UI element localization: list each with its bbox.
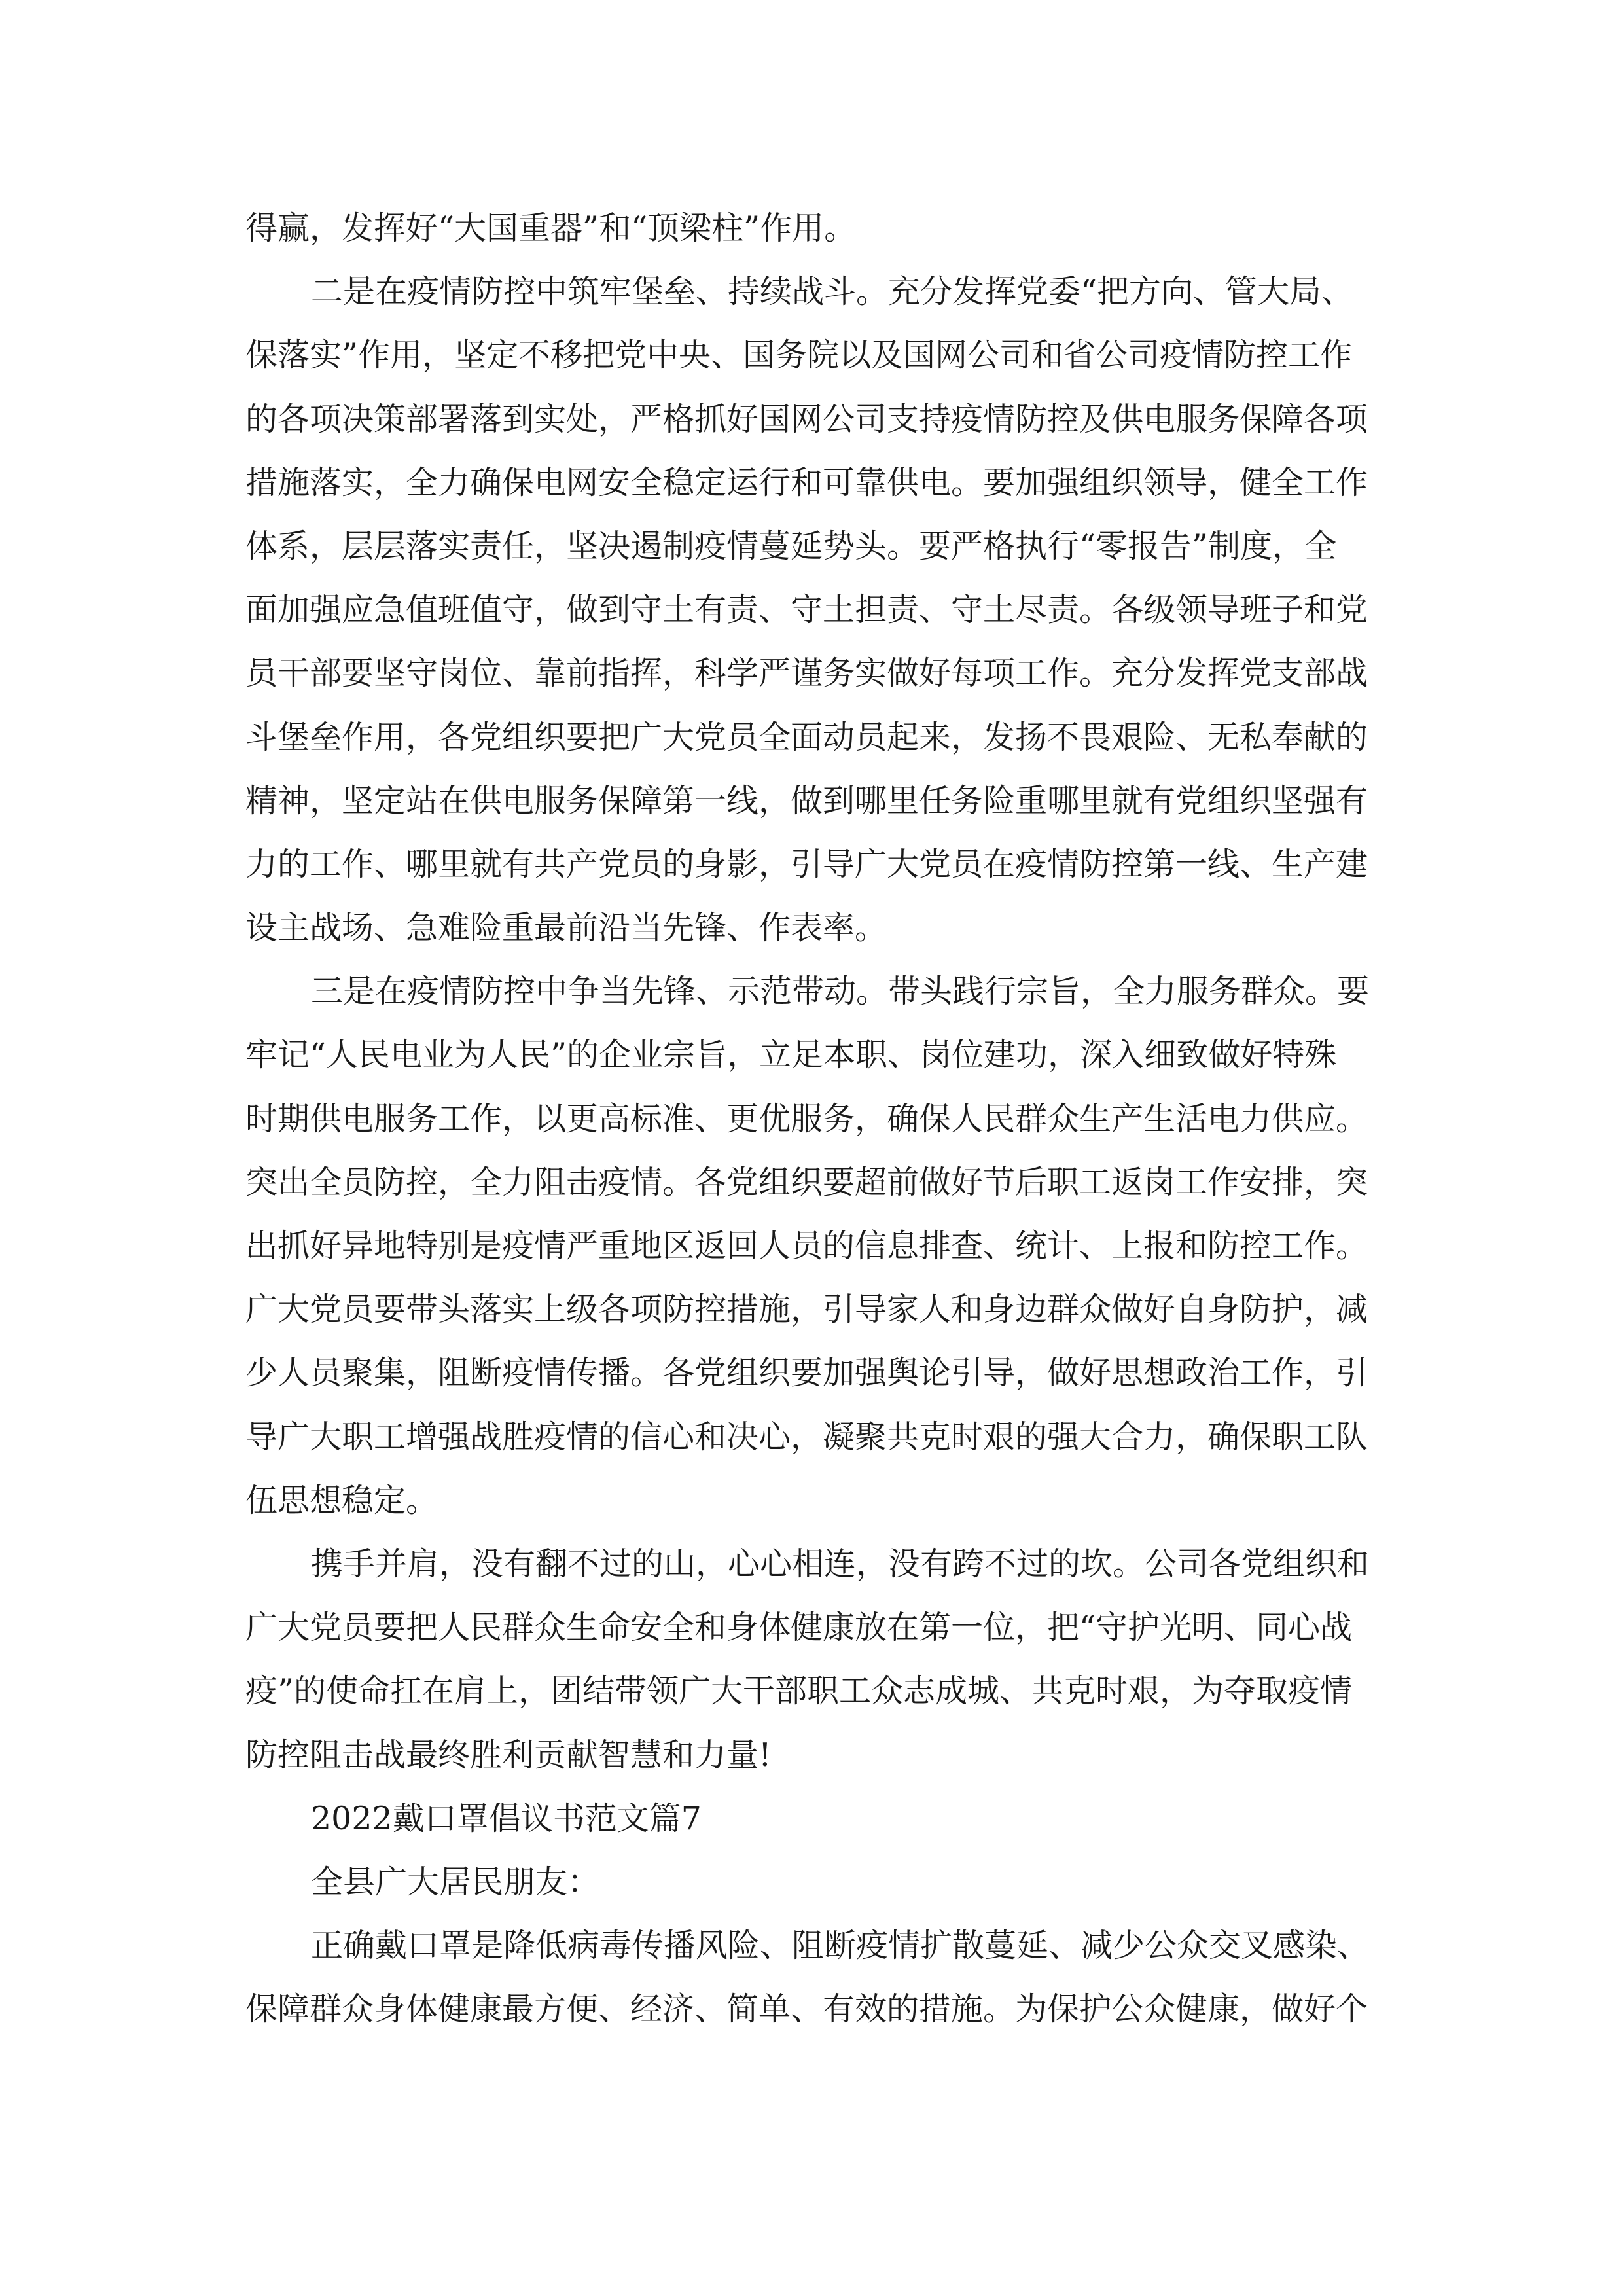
text-line: 二是在疫情防控中筑牢堡垒、持续战斗。充分发挥党委“把方向、管大局、 (311, 273, 1354, 311)
text-line: 突出全员防控，全力阻击疫情。各党组织要超前做好节后职工返岗工作安排，突 (245, 1163, 1368, 1201)
text-line: 携手并肩，没有翻不过的山，心心相连，没有跨不过的坎。公司各党组织和 (311, 1545, 1370, 1583)
text-line: 体系，层层落实责任，坚决遏制疫情蔓延势头。要严格执行“零报告”制度，全 (245, 527, 1337, 565)
text-line: 面加强应急值班值守，做到守土有责、守土担责、守土尽责。各级领导班子和党 (245, 591, 1368, 629)
text-line: 牢记“人民电业为人民”的企业宗旨，立足本职、岗位建功，深入细致做好特殊 (245, 1036, 1337, 1074)
text-line: 正确戴口罩是降低病毒传播风险、阻断疫情扩散蔓延、减少公众交叉感染、 (311, 1927, 1370, 1965)
text-line: 斗堡垒作用，各党组织要把广大党员全面动员起来，发扬不畏艰险、无私奉献的 (245, 718, 1368, 756)
text-line: 精神，坚定站在供电服务保障第一线，做到哪里任务险重哪里就有党组织坚强有 (245, 781, 1368, 819)
text-line: 出抓好异地特别是疫情严重地区返回人员的信息排查、统计、上报和防控工作。 (245, 1227, 1368, 1265)
text-line: 广大党员要带头落实上级各项防控措施，引导家人和身边群众做好自身防护，减 (245, 1291, 1368, 1329)
text-line: 的各项决策部署落到实处，严格抓好国网公司支持疫情防控及供电服务保障各项 (245, 400, 1368, 438)
text-line: 措施落实，全力确保电网安全稳定运行和可靠供电。要加强组织领导，健全工作 (245, 463, 1368, 501)
text-line: 防控阻击战最终胜利贡献智慧和力量! (245, 1736, 772, 1774)
text-line: 全县广大居民朋友： (311, 1863, 600, 1901)
text-line: 员干部要坚守岗位、靠前指挥，科学严谨务实做好每项工作。充分发挥党支部战 (245, 655, 1368, 692)
document-body (245, 196, 1378, 2041)
text-line: 保落实”作用，坚定不移把党中央、国务院以及国网公司和省公司疫情防控工作 (245, 336, 1353, 374)
text-line: 保障群众身体健康最方便、经济、简单、有效的措施。为保护公众健康，做好个 (245, 1990, 1368, 2028)
text-line: 设主战场、急难险重最前沿当先锋、作表率。 (245, 909, 887, 947)
text-line: 得赢，发挥好“大国重器”和“顶梁柱”作用。 (245, 209, 857, 247)
text-line: 力的工作、哪里就有共产党员的身影，引导广大党员在疫情防控第一线、生产建 (245, 845, 1368, 883)
text-line: 2022戴口罩倡议书范文篇7 (311, 1799, 702, 1837)
text-line: 伍思想稳定。 (245, 1481, 438, 1519)
text-line: 广大党员要把人民群众生命安全和身体健康放在第一位，把“守护光明、同心战 (245, 1609, 1353, 1647)
text-line: 少人员聚集，阻断疫情传播。各党组织要加强舆论引导，做好思想政治工作，引 (245, 1354, 1368, 1392)
text-line: 导广大职工增强战胜疫情的信心和决心，凝聚共克时艰的强大合力，确保职工队 (245, 1418, 1368, 1456)
text-line: 疫”的使命扛在肩上，团结带领广大干部职工众志成城、共克时艰，为夺取疫情 (245, 1672, 1353, 1710)
text-line: 时期供电服务工作，以更高标准、更优服务，确保人民群众生产生活电力供应。 (245, 1100, 1368, 1138)
text-line: 三是在疫情防控中争当先锋、示范带动。带头践行宗旨，全力服务群众。要 (311, 973, 1370, 1011)
